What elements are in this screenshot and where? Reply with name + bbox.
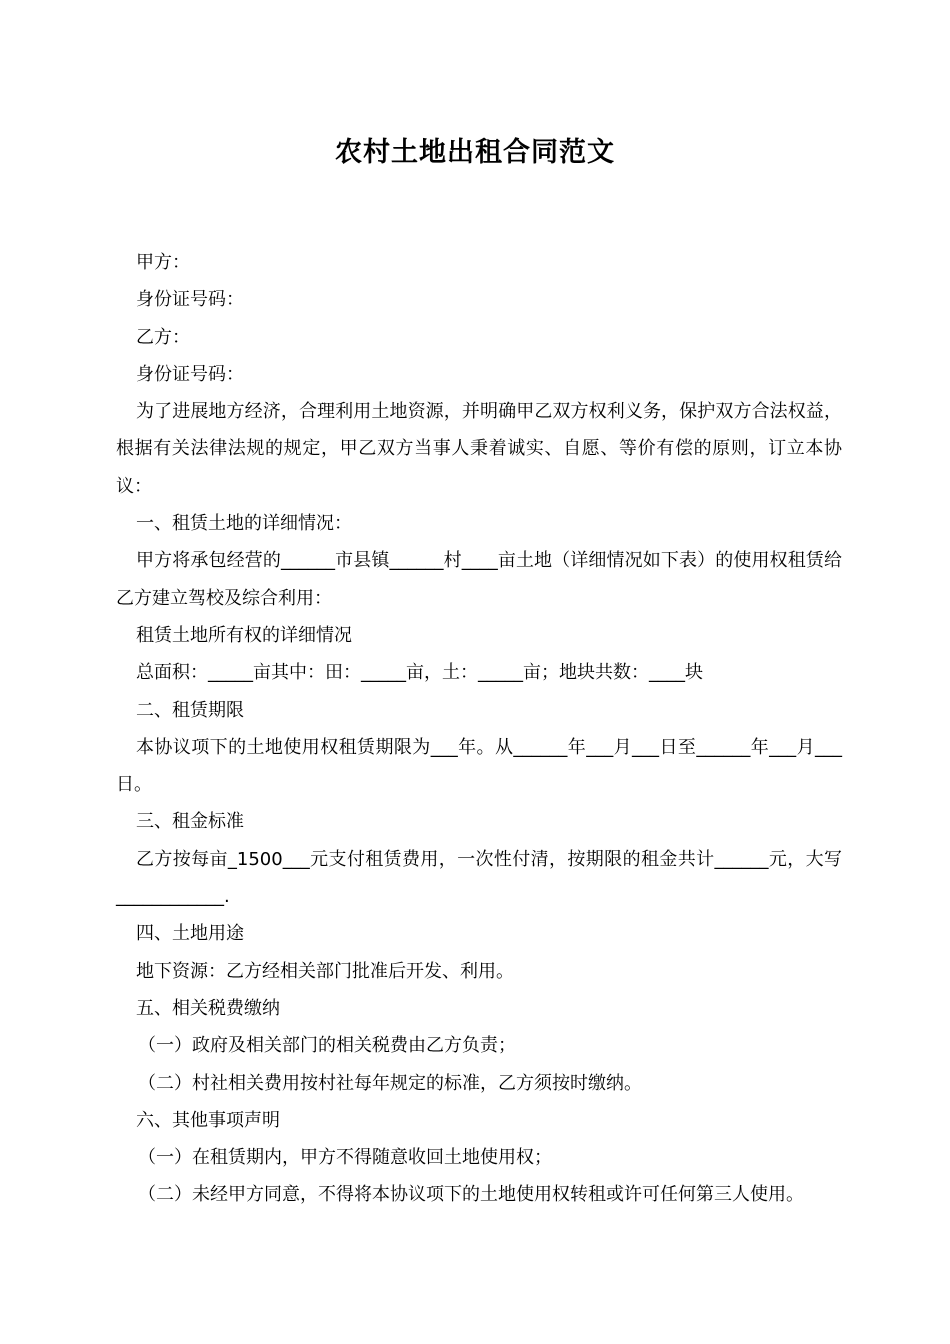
land-details-paragraph: 甲方将承包经营的______市县镇______村____亩土地（详细情况如下表）的使用权租赁给乙方建立驾校及综合利用： [116,550,842,609]
section-heading-5: 五、相关税费缴纳 [136,997,280,1019]
land-ownership-paragraph: 租赁土地所有权的详细情况 [136,624,352,646]
party-a-label: 甲方： [136,252,190,273]
section-heading-4: 四、土地用途 [136,923,244,945]
party-b-id-label: 身份证号码： [136,363,244,385]
party-b-label: 乙方： [136,326,190,348]
document-title: 农村土地出租合同范文 [335,137,615,168]
other-item-2: （二）未经甲方同意，不得将本协议项下的土地使用权转租或许可任何第三人使用。 [138,1184,804,1206]
document-body [116,244,842,1214]
party-a-id-label: 身份证号码： [136,289,244,311]
section-heading-6: 六、其他事项声明 [136,1109,280,1131]
section-heading-1: 一、租赁土地的详细情况： [136,513,352,535]
preamble-paragraph: 为了进展地方经济，合理利用土地资源，并明确甲乙双方权利义务，保护双方合法权益，根据有关法律法规的规定，甲乙双方当事人秉着诚实、自愿、等价有偿的原则，订立本协议： [116,401,842,497]
rent-standard-paragraph: 乙方按每亩_1500___元支付租赁费用，一次性付清，按期限的租金共计______元，大写____________. [116,848,842,908]
land-use-paragraph: 地下资源：乙方经相关部门批准后开发、利用。 [136,960,514,982]
other-item-1: （一）在租赁期内，甲方不得随意收回土地使用权； [138,1147,552,1169]
section-heading-3: 三、租金标准 [136,811,244,833]
lease-term-paragraph: 本协议项下的土地使用权租赁期限为___年。从______年___月___日至______年___月___日。 [116,736,842,796]
section-heading-2: 二、租赁期限 [136,699,244,721]
land-area-paragraph: 总面积：_____亩其中：田：_____亩，土：_____亩；地块共数：____块 [136,662,703,684]
tax-item-1: （一）政府及相关部门的相关税费由乙方负责； [138,1035,516,1057]
tax-item-2: （二）村社相关费用按村社每年规定的标准，乙方须按时缴纳。 [138,1072,642,1094]
